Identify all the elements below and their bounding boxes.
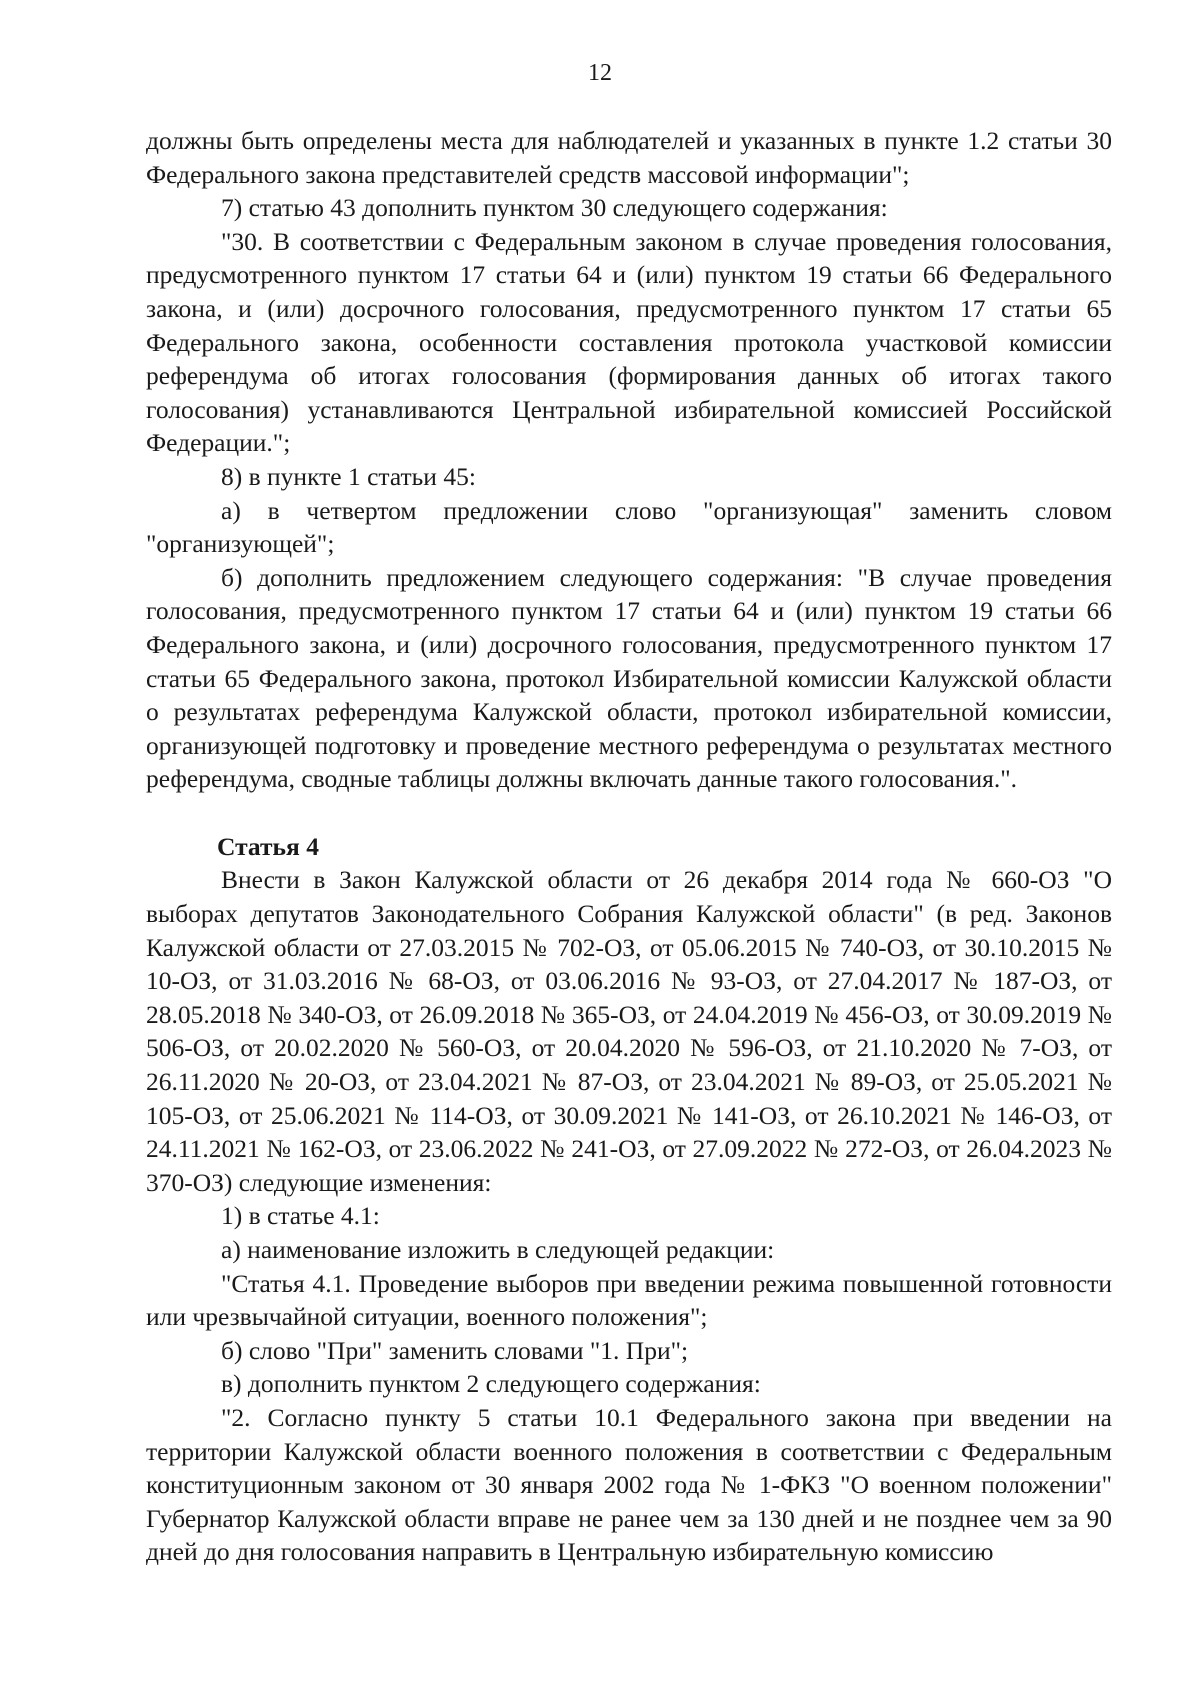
paragraph: Внести в Закон Калужской области от 26 декабря 2014 года № 660-ОЗ "О выборах депутатов Законодательного Собрания Калужской области" (в ред. Законов Калужской области от 27.03.2015 № 702-ОЗ, от 05.06.2015 № 740-ОЗ, от 30.10.2015 № 10-ОЗ, от 31.03.2016 № 68-ОЗ, от 03.06.2016 № 93-ОЗ, от 27.04.2017 № 187-ОЗ, от 28.05.2018 № 340-ОЗ, от 26.09.2018 № 365-ОЗ, от 24.04.2019 № 456-ОЗ, от 30.09.2019 № 506-ОЗ, от 20.02.2020 № 560-ОЗ, от 20.04.2020 № 596-ОЗ, от 21.10.2020 № 7-ОЗ, от 26.11.2020 № 20-ОЗ, от 23.04.2021 № 87-ОЗ, от 23.04.2021 № 89-ОЗ, от 25.05.2021 № 105-ОЗ, от 25.06.2021 № 114-ОЗ, от 30.09.2021 № 141-ОЗ, от 26.10.2021 № 146-ОЗ, от 24.11.2021 № 162-ОЗ, от 23.06.2022 № 241-ОЗ, от 27.09.2022 № 272-ОЗ, от 26.04.2023 № 370-ОЗ) следующие изменения: bbox=[146, 865, 1112, 1197]
paragraph: в) дополнить пунктом 2 следующего содержания: bbox=[221, 1369, 761, 1399]
paragraph: б) слово "При" заменить словами "1. При"; bbox=[221, 1335, 689, 1365]
page-number: 12 bbox=[588, 60, 612, 86]
paragraph: "Статья 4.1. Проведение выборов при введении режима повышенной готовности или чрезвычайной ситуации, военного положения"; bbox=[146, 1268, 1112, 1332]
document-body bbox=[146, 124, 1112, 1569]
paragraph: а) наименование изложить в следующей редакции: bbox=[221, 1235, 775, 1264]
paragraph: а) в четвертом предложении слово "организующая" заменить словом "организующей"; bbox=[146, 495, 1112, 559]
paragraph: 7) статью 43 дополнить пунктом 30 следующего содержания: bbox=[221, 193, 888, 223]
paragraph: 8) в пункте 1 статьи 45: bbox=[221, 461, 476, 491]
paragraph: "2. Согласно пункту 5 статьи 10.1 Федерального закона при введении на территории Калужской области военного положения в соответствии с Федеральным конституционным законом от 30 января 2002 года № 1-ФКЗ "О военном положении" Губернатор Калужской области вправе не ранее чем за 130 дней и не позднее чем за 90 дней до дня голосования направить в Центральную избирательную комиссию bbox=[146, 1402, 1112, 1567]
paragraph: "30. В соответствии с Федеральным законом в случае проведения голосования, предусмотренного пунктом 17 статьи 64 и (или) пунктом 19 статьи 66 Федерального закона, и (или) досрочного голосования, предусмотренного пунктом 17 статьи 65 Федерального закона, особенности составления протокола участковой комиссии референдума об итогах голосования (формирования данных об итогах такого голосования) устанавливаются Центральной избирательной комиссией Российской Федерации."; bbox=[146, 226, 1112, 458]
article-heading: Статья 4 bbox=[217, 831, 319, 861]
paragraph: б) дополнить предложением следующего содержания: "В случае проведения голосования, предусмотренного пунктом 17 статьи 64 и (или) пунктом 19 статьи 66 Федерального закона, и (или) досрочного голосования, предусмотренного пунктом 17 статьи 65 Федерального закона, протокол Избирательной комиссии Калужской области о результатах референдума Калужской области, протокол избирательной комиссии, организующей подготовку и проведение местного референдума о результатах местного референдума, сводные таблицы должны включать данные такого голосования.". bbox=[146, 562, 1112, 794]
paragraph: должны быть определены места для наблюдателей и указанных в пункте 1.2 статьи 30 Федерального закона представителей средств массовой информации"; bbox=[146, 126, 1112, 189]
paragraph: 1) в статье 4.1: bbox=[221, 1201, 380, 1231]
